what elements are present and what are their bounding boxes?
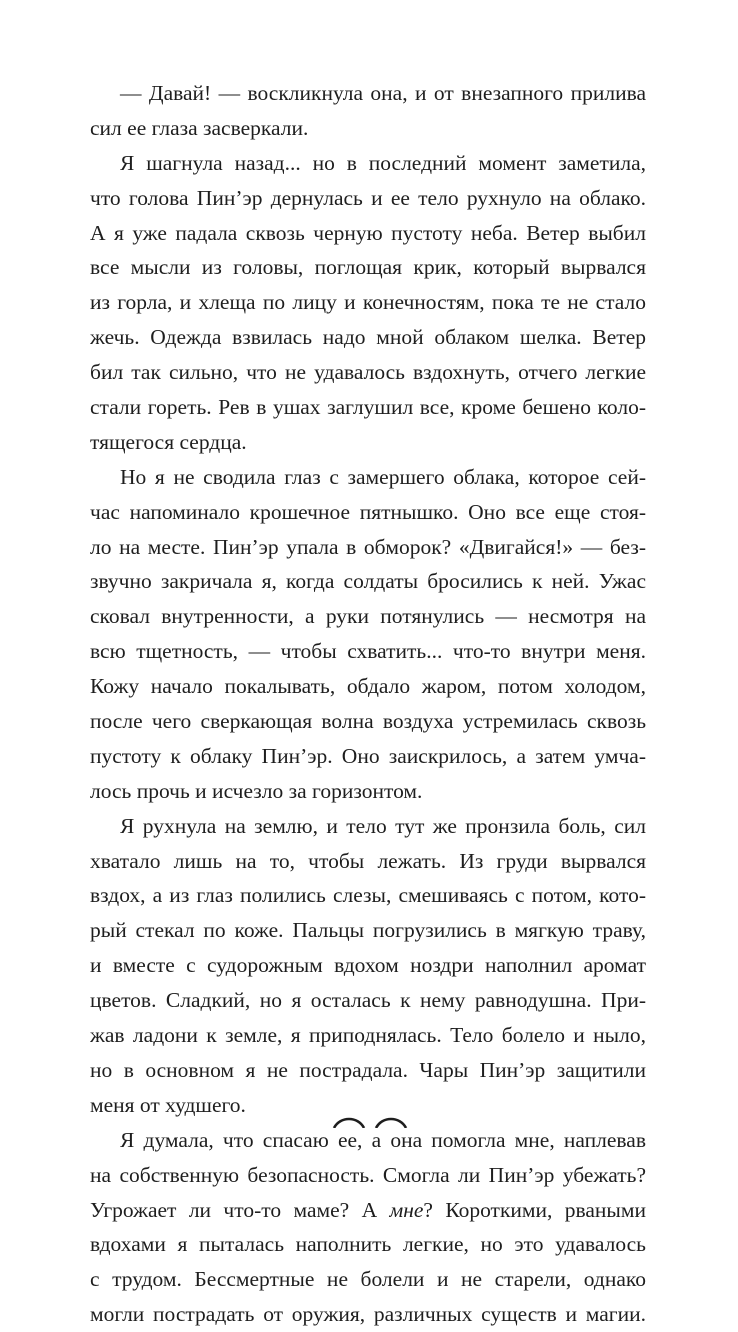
text-line: жечь. Одежда взвилась надо мной облаком шелка. Ветер — [90, 325, 646, 350]
text-line: лось прочь и исчезло за горизонтом. — [90, 778, 423, 803]
text-line: стали гореть. Рев в ушах заглушил все, кроме бешено коло- — [90, 395, 646, 420]
paragraph — [90, 1123, 646, 1332]
text-line: жав ладони к земле, я приподнялась. Тело болело и ныло, — [90, 1023, 646, 1048]
paragraph — [90, 76, 646, 146]
text-line: хватало лишь на то, чтобы лежать. Из груди вырвался — [90, 848, 646, 873]
emphasis: мне — [389, 1197, 424, 1222]
text-line: что голова Пин’эр дернулась и ее тело рухнуло на облако. — [90, 185, 646, 210]
text-line: А я уже падала сквозь черную пустоту неба. Ветер выбил — [90, 220, 646, 245]
text-line: после чего сверкающая волна воздуха устремилась сквозь — [90, 709, 646, 734]
text-line: с трудом. Бессмертные не болели и не старели, однако — [90, 1267, 646, 1292]
paragraph — [90, 809, 646, 1123]
text-line: Я думала, что спасаю ее, а она помогла мне, наплевав — [120, 1127, 646, 1152]
text-line: вдохами я пыталась наполнить легкие, но это удавалось — [90, 1232, 646, 1257]
decorative-swirl-icon — [320, 1112, 420, 1128]
page-body — [90, 76, 646, 1332]
text-line: звучно закричала я, когда солдаты бросились к ней. Ужас — [90, 569, 646, 594]
text-line: бил так сильно, что не удавалось вздохнуть, отчего легкие — [90, 360, 646, 385]
text-line: всю тщетность, — чтобы схватить... что-то внутри меня. — [90, 639, 646, 664]
text-line: — Давай! — воскликнула она, и от внезапного прилива — [120, 81, 646, 105]
text-line: из горла, и хлеща по лицу и конечностям, пока те не стало — [90, 290, 646, 315]
paragraph — [90, 146, 646, 460]
text-line: Я шагнула назад... но в последний момент заметила, — [120, 150, 646, 175]
text-line: час напоминало крошечное пятнышко. Оно все еще стоя- — [90, 499, 646, 524]
text-line: но в основном я не пострадала. Чары Пин’эр защитили — [90, 1057, 646, 1082]
text-line: ло на месте. Пин’эр упала в обморок? «Двигайся!» — без- — [90, 534, 646, 559]
text-line: вздох, а из глаз полились слезы, смешиваясь с потом, кото- — [90, 883, 646, 908]
text-line: Но я не сводила глаз с замершего облака, которое сей- — [120, 464, 646, 489]
text-line: тящегося сердца. — [90, 429, 247, 454]
text-line: на собственную безопасность. Смогла ли Пин’эр убежать? — [90, 1162, 646, 1187]
text-line: сковал внутренности, а руки потянулись — несмотря на — [90, 604, 646, 629]
text-line: сил ее глаза засверкали. — [90, 115, 309, 140]
paragraph — [90, 460, 646, 809]
text-line: цветов. Сладкий, но я осталась к нему равнодушна. При- — [90, 988, 646, 1013]
text-line: все мысли из головы, поглощая крик, который вырвался — [90, 255, 646, 280]
text-line: пустоту к облаку Пин’эр. Оно заискрилось, а затем умча- — [90, 743, 646, 768]
text-line: Кожу начало покалывать, обдало жаром, потом холодом, — [90, 674, 646, 699]
text-line: Я рухнула на землю, и тело тут же пронзила боль, сил — [120, 813, 646, 838]
text-line: меня от худшего. — [90, 1092, 246, 1117]
text-line: могли пострадать от оружия, различных существ и магии. — [90, 1302, 646, 1327]
text-line: Угрожает ли что-то маме? А мне? Короткими, рваными — [90, 1197, 646, 1222]
text-line: и вместе с судорожным вдохом ноздри наполнил аромат — [90, 953, 646, 978]
text-line: рый стекал по коже. Пальцы погрузились в мягкую траву, — [90, 918, 646, 943]
